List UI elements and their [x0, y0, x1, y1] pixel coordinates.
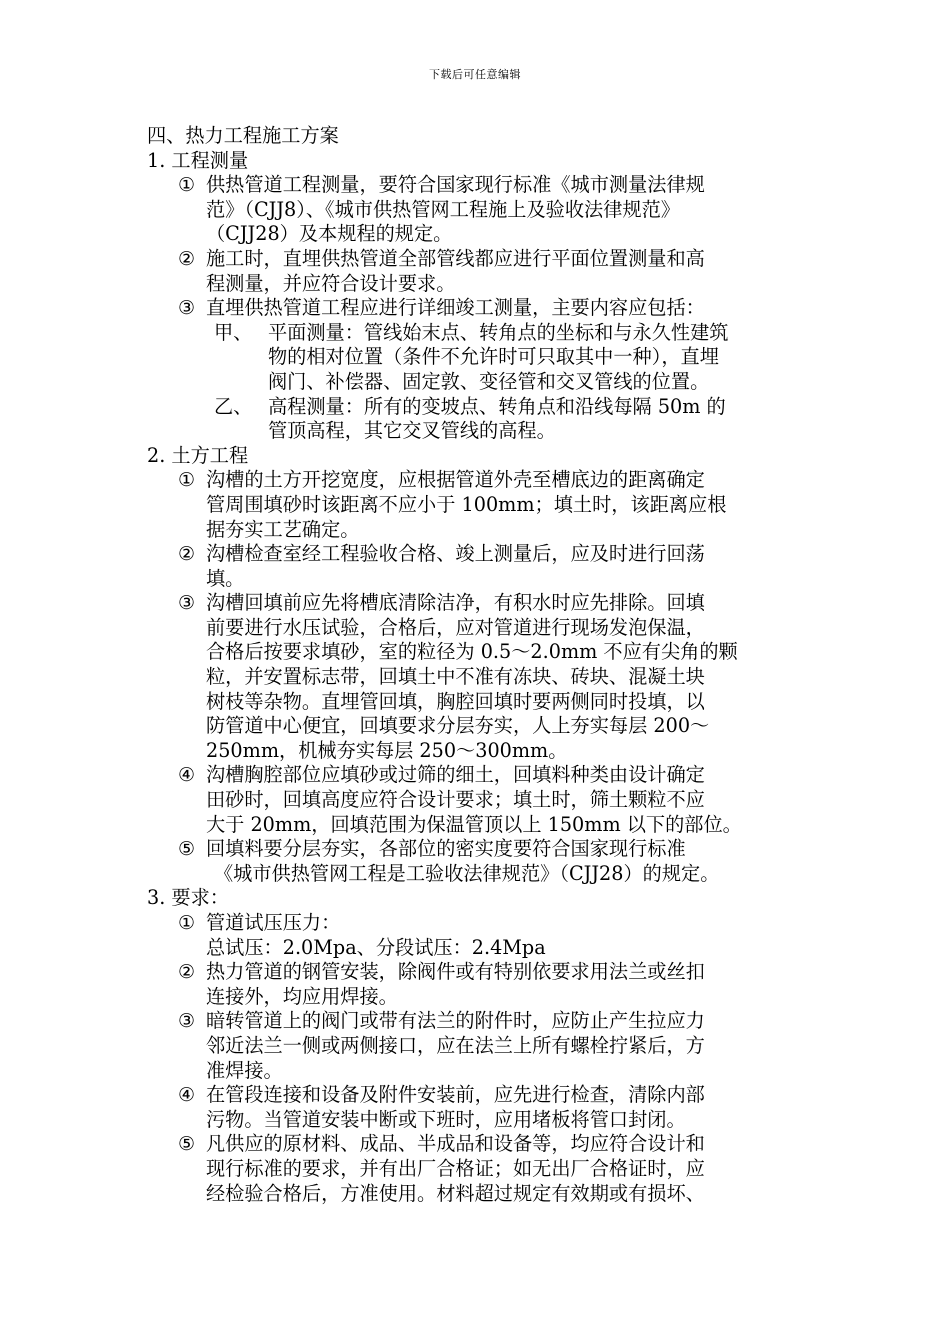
item-text-line: 暗转管道上的阀门或带有法兰的附件时，应防止产生拉应力 — [206, 1009, 705, 1033]
item-marker: ② — [178, 542, 196, 566]
item-text-line: 在管段连接和设备及附件安装前，应先进行检查，清除内部 — [206, 1083, 705, 1107]
list-item — [147, 468, 807, 542]
item-text-line: 管周围填砂时该距离不应小于 100mm；填土时，该距离应根 — [206, 492, 727, 516]
item-text-line: 污物。当管道安装中断或下班时，应用堵板将管口封闭。 — [206, 1107, 686, 1131]
item-marker: ② — [178, 246, 196, 270]
list-item — [147, 837, 807, 862]
list-item — [147, 911, 807, 960]
sub-item-text-line: 高程测量：所有的变坡点、转角点和沿线每隔 50m 的 — [268, 394, 726, 418]
section-heading-2: 2. 土方工程 — [147, 443, 249, 467]
item-text-line: 范》（CJJ8）、《城市供热管网工程施上及验收法律规范》 — [206, 197, 680, 221]
item-text-line: 树枝等杂物。直埋管回填，胸腔回填时要两侧同时投填，以 — [206, 689, 705, 713]
page-header: 下载后可任意编辑 — [429, 68, 521, 81]
item-text-line: 沟槽检查室经工程验收合格、竣上测量后，应及时进行回荡 — [206, 542, 705, 566]
section-heading-1: 1. 工程测量 — [147, 148, 249, 172]
item-text-line: 现行标准的要求，并有出厂合格证；如无出厂合格证时，应 — [206, 1156, 705, 1180]
list-item — [147, 173, 807, 247]
list-item — [147, 542, 807, 591]
item-marker: ③ — [178, 296, 196, 320]
section-heading-3: 3. 要求： — [147, 886, 229, 910]
item-text-line: 合格后按要求填砂，室的粒径为 0.5～2.0mm 不应有尖角的颗 — [206, 640, 738, 664]
item-text-line: 热力管道的钢管安装，除阀件或有特别依要求用法兰或丝扣 — [206, 960, 705, 984]
list-item — [147, 296, 807, 321]
item-text-line: 供热管道工程测量，要符合国家现行标准《城市测量法律规 — [206, 173, 705, 197]
item-marker: ⑤ — [178, 837, 196, 861]
sub-item-marker: 乙、 — [214, 394, 253, 418]
item-marker: ① — [178, 911, 196, 934]
document-title: 四、热力工程施工方案 — [147, 124, 339, 147]
sub-item — [147, 395, 807, 444]
item-marker: ③ — [178, 1009, 196, 1033]
item-text-line: 总试压：2.0Mpa、分段试压：2.4Mpa — [206, 935, 546, 959]
list-item — [147, 591, 807, 763]
item-text-line: 连接外，均应用焊接。 — [206, 984, 398, 1008]
sub-item-text-line: 阀门、补偿器、固定敦、变径管和交叉管线的位置。 — [268, 369, 710, 393]
item-text-line: 大于 20mm，回填范围为保温管顶以上 150mm 以下的部位。 — [206, 812, 742, 836]
item-marker: ② — [178, 960, 196, 984]
item-marker: ⑤ — [178, 1132, 196, 1156]
item-text-line: 防管道中心便宜，回填要求分层夯实，人上夯实每层 200～ — [206, 714, 710, 738]
item-marker: ③ — [178, 591, 196, 615]
list-item — [147, 1132, 807, 1206]
item-text-line: 沟槽胸腔部位应填砂或过筛的细土，回填料种类由设计确定 — [206, 763, 705, 787]
item-text-line: 沟槽的土方开挖宽度，应根据管道外壳至槽底边的距离确定 — [206, 468, 705, 492]
item-text-line: 凡供应的原材料、成品、半成品和设备等，均应符合设计和 — [206, 1132, 705, 1156]
sub-item — [147, 321, 807, 395]
sub-item-text-line: 物的相对位置（条件不允许时可只取其中一种），直埋 — [268, 345, 719, 369]
item-text-line: 《城市供热管网工程是工验收法律规范》（CJJ28）的规定。 — [214, 861, 720, 885]
item-text-line: 填。 — [206, 566, 245, 590]
list-item — [147, 1083, 807, 1132]
list-item — [147, 247, 807, 296]
item-text-line: （CJJ28）及本规程的规定。 — [206, 222, 453, 246]
item-marker: ① — [178, 468, 196, 492]
item-text-line: 施工时，直埋供热管道全部管线都应进行平面位置测量和高 — [206, 246, 705, 270]
item-text-line: 据夯实工艺确定。 — [206, 517, 360, 541]
sub-item-text-line: 平面测量：管线始末点、转角点的坐标和与永久性建筑 — [268, 320, 729, 344]
item-text-line: 经检验合格后，方准使用。材料超过规定有效期或有损坏、 — [206, 1181, 705, 1205]
item-text-line: 直埋供热管道工程应进行详细竣工测量，主要内容应包括： — [206, 296, 705, 320]
list-item — [147, 960, 807, 1009]
item-text-line: 250mm，机械夯实每层 250～300mm。 — [206, 738, 568, 762]
item-text-line: 田砂时，回填高度应符合设计要求；填土时，筛土颗粒不应 — [206, 788, 705, 812]
sub-item-marker: 甲、 — [214, 320, 253, 344]
list-item — [147, 1009, 807, 1083]
item-marker: ④ — [178, 763, 196, 787]
item-text-line: 管道试压压力： — [206, 911, 341, 934]
list-item — [147, 763, 807, 837]
item-text-line: 邻近法兰一侧或两侧接口，应在法兰上所有螺栓拧紧后，方 — [206, 1033, 705, 1057]
item-text-line: 沟槽回填前应先将槽底清除洁净，有积水时应先排除。回填 — [206, 591, 705, 615]
item-marker: ① — [178, 173, 196, 197]
item-text-line: 前要进行水压试验，合格后，应对管道进行现场发泡保温， — [206, 615, 705, 639]
item-text-line: 粒，并安置标志带，回填土中不准有冻块、砖块、混凝土块 — [206, 665, 705, 689]
item-text-line: 程测量，并应符合设计要求。 — [206, 271, 456, 295]
item-text-line: 准焊接。 — [206, 1058, 283, 1082]
sub-item-text-line: 管顶高程，其它交叉管线的高程。 — [268, 419, 556, 443]
item-marker: ④ — [178, 1083, 196, 1107]
item-text-line: 回填料要分层夯实，各部位的密实度要符合国家现行标准 — [206, 837, 686, 861]
document-body — [147, 124, 807, 1206]
